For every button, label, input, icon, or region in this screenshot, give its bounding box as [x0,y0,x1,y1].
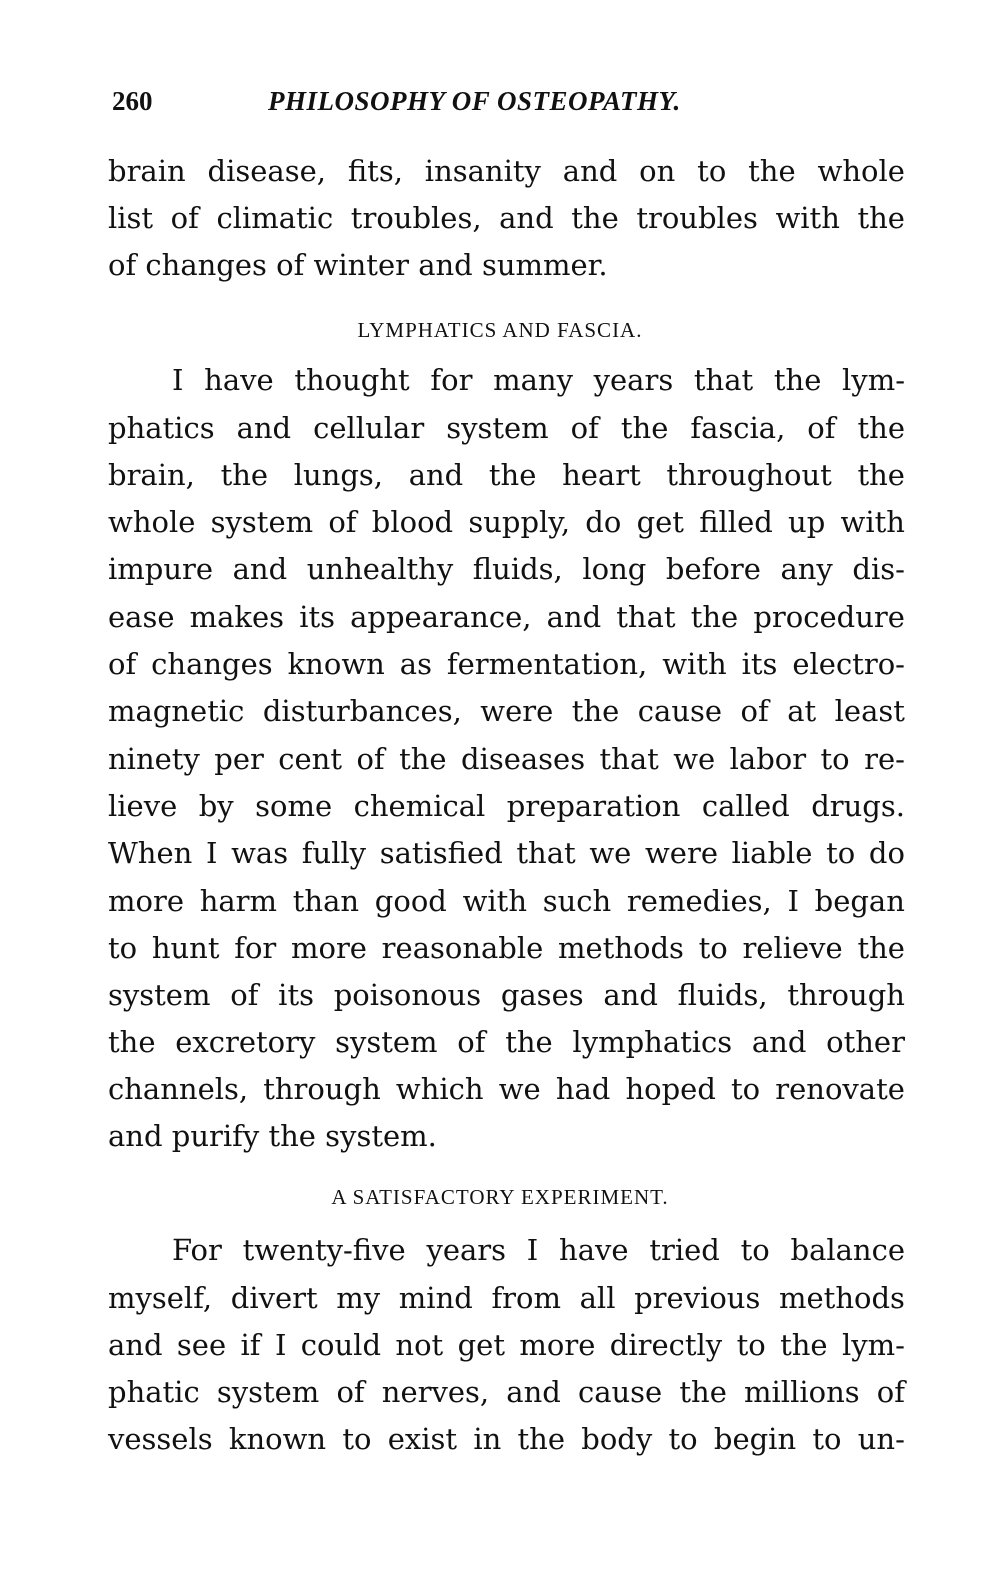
word: dis- [852,552,905,586]
word: un- [857,1422,905,1456]
word: remedies, [626,884,772,918]
word: and [562,154,618,188]
word: system [446,411,549,445]
word: good [374,884,447,918]
word: body [581,1422,653,1456]
word: of [807,411,836,445]
word: impure [108,552,214,586]
word: have [204,363,274,397]
word: phatic [108,1375,200,1409]
word: that [599,742,659,776]
word: were [480,694,554,728]
word: from [491,1281,561,1315]
word: I [526,1233,539,1267]
word: to [820,742,850,776]
word: through [263,1072,381,1106]
text-line [108,693,905,729]
word: do [868,836,905,870]
word: to [740,1233,770,1267]
word: of [356,742,385,776]
word: such [542,884,612,918]
word: its [299,600,335,634]
word: drugs. [811,789,905,823]
word: cellular [313,411,425,445]
word: I [205,836,218,870]
word: the [780,1328,828,1362]
word: not [395,1328,444,1362]
word: with [662,647,727,681]
word: lymphatics [572,1025,733,1059]
word: other [826,1025,905,1059]
word: brain [108,154,186,188]
word: of [108,647,137,681]
word: lym- [841,1328,905,1362]
word: of [570,411,599,445]
word: any [780,552,833,586]
word: that [616,600,676,634]
word: began [814,884,905,918]
word: begin [713,1422,797,1456]
text-line [108,153,905,189]
word: satisfied [379,836,503,870]
word: nerves, [381,1375,490,1409]
word: some [255,789,333,823]
text-line [172,362,905,398]
text-line [108,551,905,587]
text-line [172,1232,905,1268]
text-line [108,457,905,493]
word: the [488,458,537,492]
word: the [505,1025,553,1059]
word: to [697,154,727,188]
word: fluids, [677,978,768,1012]
word: changes [151,647,273,681]
word: the [220,458,269,492]
word: directly [609,1328,723,1362]
text-line [108,977,905,1013]
text-line [108,1421,905,1457]
word: troubles, [350,201,482,235]
word: lym- [842,363,905,397]
word: magnetic [108,694,245,728]
word: relieve [742,931,843,965]
word: whole [108,505,196,539]
word: whole [817,154,905,188]
word: thought [294,363,410,397]
text-line [108,741,905,777]
word: and [236,411,292,445]
word: renovate [775,1072,905,1106]
word: were [644,836,718,870]
word: many [493,363,573,397]
text-line [108,883,905,919]
word: of [336,1375,365,1409]
word: appearance, [350,600,532,634]
word: tried [649,1233,720,1267]
word: its [741,647,778,681]
word: system [210,505,314,539]
word: if [240,1328,261,1362]
word: the [571,694,620,728]
word: do [585,505,622,539]
word: than [292,884,360,918]
section-heading: LYMPHATICS AND FASCIA. [357,318,643,342]
word: by [198,789,234,823]
word: channels, [108,1072,249,1106]
word: methods [779,1281,905,1315]
word: the [748,154,796,188]
word: hoped [625,1072,716,1106]
section-heading: A SATISFACTORY EXPERIMENT. [331,1185,669,1209]
word: system [108,978,211,1012]
word: harm [199,884,278,918]
text-line [108,835,905,871]
word: per [214,742,264,776]
word: get [457,1328,505,1362]
word: the [571,201,619,235]
word: mind [398,1281,473,1315]
word: hunt [151,931,220,965]
word: ninety [108,742,200,776]
text-line [108,1280,905,1316]
text-line [108,504,905,540]
page-number: 260 [112,86,153,116]
word: the [620,411,669,445]
word: reasonable [381,931,544,965]
word: throughout [666,458,832,492]
word: and [499,201,554,235]
text-line [108,410,905,446]
word: divert [230,1281,318,1315]
word: of [457,1025,486,1059]
word: to [826,836,856,870]
word: least [834,694,905,728]
word: disturbances, [262,694,462,728]
word: chemical [353,789,486,823]
word: the [679,1375,727,1409]
word: fascia, [690,411,786,445]
word: preparation [506,789,681,823]
word: known [287,647,385,681]
word: more [519,1328,596,1362]
text-line [108,1024,905,1060]
word: known [228,1422,327,1456]
word: re- [864,742,905,776]
word: troubles [636,201,758,235]
word: I [172,363,184,397]
text-line [108,599,905,635]
word: which [395,1072,484,1106]
word: supply, [468,505,571,539]
word: previous [634,1281,761,1315]
word: diseases [461,742,586,776]
word: fluids, [472,552,563,586]
word: the [108,1025,156,1059]
word: with [462,884,527,918]
word: of [328,505,357,539]
word: the [399,742,447,776]
word: exist [387,1422,458,1456]
word: vessels [108,1422,213,1456]
word: twenty-five [242,1233,406,1267]
word: disease, [207,154,326,188]
word: and [751,1025,807,1059]
word: long [582,552,647,586]
word: excretory [175,1025,316,1059]
word: we [673,742,716,776]
text-line: of changes of winter and summer. [108,248,608,282]
word: the [690,600,739,634]
word: myself, [108,1281,213,1315]
word: phatics [108,411,215,445]
word: and [603,978,658,1012]
word: When [108,836,193,870]
word: gases [500,978,584,1012]
word: had [555,1072,611,1106]
word: up [788,505,826,539]
word: for [234,931,277,965]
word: filled [699,505,773,539]
word: for [430,363,473,397]
word: to [812,1422,842,1456]
word: fits, [347,154,403,188]
word: millions [744,1375,860,1409]
word: as [399,647,432,681]
word: that [693,363,754,397]
word: the [517,1422,566,1456]
word: I [787,884,799,918]
text-line [108,1071,905,1107]
word: cause [577,1375,663,1409]
word: the [857,931,905,965]
word: with [775,201,840,235]
word: my [336,1281,381,1315]
text-line [108,1374,905,1410]
word: the [857,201,905,235]
word: and [506,1375,561,1409]
word: For [172,1233,222,1267]
word: the [773,363,822,397]
word: the [857,411,905,445]
word: balance [790,1233,905,1267]
word: system [216,1375,320,1409]
word: at [787,694,817,728]
text-line [108,646,905,682]
word: heart [562,458,641,492]
word: the [857,458,905,492]
word: get [636,505,684,539]
word: with [840,505,905,539]
word: could [300,1328,382,1362]
text-line [108,1327,905,1363]
word: of [230,978,259,1012]
word: more [108,884,184,918]
word: before [665,552,761,586]
word: see [176,1328,227,1362]
word: through [787,978,905,1012]
text-line [108,930,905,966]
word: insanity [424,154,541,188]
word: to [731,1072,761,1106]
word: blood [371,505,454,539]
word: have [559,1233,629,1267]
word: to [736,1328,766,1362]
word: brain, [108,458,195,492]
word: lieve [108,789,178,823]
word: its [278,978,314,1012]
text-line [108,788,905,824]
word: that [516,836,576,870]
word: years [593,363,674,397]
word: to [698,931,728,965]
word: we [589,836,632,870]
word: we [498,1072,541,1106]
word: procedure [753,600,905,634]
word: to [342,1422,372,1456]
word: makes [189,600,285,634]
running-title: PHILOSOPHY OF OSTEOPATHY. [268,86,681,116]
word: to [108,931,138,965]
word: called [701,789,790,823]
word: fully [301,836,367,870]
word: and [108,1328,163,1362]
word: lungs, [293,458,384,492]
text-line: and purify the system. [108,1119,437,1153]
word: of [876,1375,905,1409]
word: and [408,458,464,492]
word: of [170,201,199,235]
word: on [639,154,676,188]
word: poisonous [333,978,482,1012]
word: labor [729,742,807,776]
word: all [579,1281,616,1315]
word: and [232,552,288,586]
word: to [668,1422,698,1456]
word: methods [558,931,684,965]
word: in [473,1422,502,1456]
word: list [108,201,154,235]
word: liable [731,836,813,870]
word: of [740,694,769,728]
word: unhealthy [306,552,454,586]
word: was [231,836,289,870]
word: cent [278,742,343,776]
text-line [108,200,905,236]
word: electro- [792,647,905,681]
word: system [335,1025,438,1059]
word: years [426,1233,507,1267]
word: more [290,931,367,965]
word: I [274,1328,287,1362]
word: cause [637,694,723,728]
word: ease [108,600,175,634]
word: fermentation, [446,647,648,681]
word: climatic [216,201,334,235]
word: and [546,600,602,634]
